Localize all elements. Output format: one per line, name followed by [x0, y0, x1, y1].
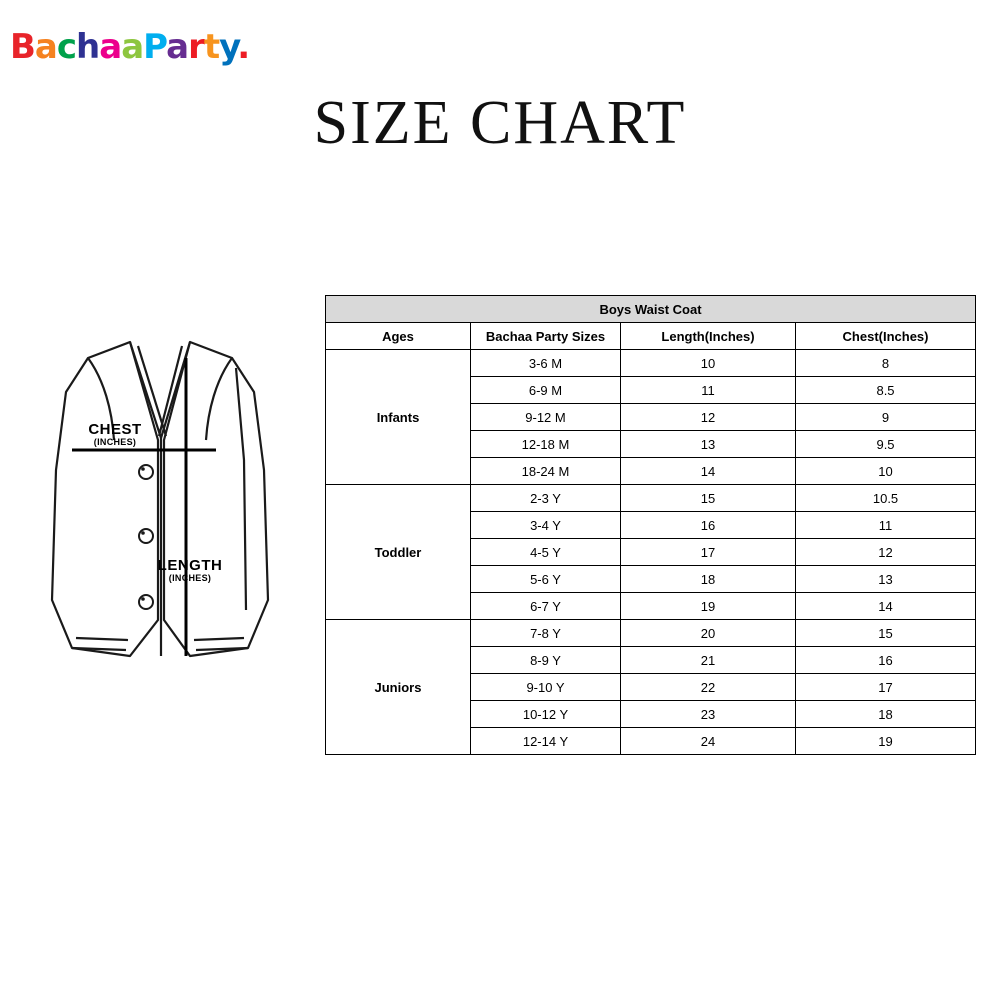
table-row	[326, 620, 976, 647]
size-cell: 9-10 Y	[471, 674, 621, 701]
length-cell: 22	[621, 674, 796, 701]
chest-cell: 12	[796, 539, 976, 566]
chest-cell: 16	[796, 647, 976, 674]
length-label-unit: (INCHES)	[168, 572, 212, 583]
chest-cell: 10.5	[796, 485, 976, 512]
age-group-cell: Juniors	[326, 620, 471, 755]
size-cell: 12-18 M	[471, 431, 621, 458]
size-cell: 8-9 Y	[471, 647, 621, 674]
length-cell: 17	[621, 539, 796, 566]
chest-cell: 9.5	[796, 431, 976, 458]
column-header-length: Length(Inches)	[621, 323, 796, 350]
age-group-cell: Toddler	[326, 485, 471, 620]
size-cell: 10-12 Y	[471, 701, 621, 728]
button-icon	[139, 595, 153, 609]
logo-letter: a	[34, 27, 57, 67]
logo-letter: c	[56, 27, 77, 67]
size-cell: 3-4 Y	[471, 512, 621, 539]
waistcoat-diagram	[30, 320, 310, 720]
size-cell: 7-8 Y	[471, 620, 621, 647]
chest-cell: 9	[796, 404, 976, 431]
length-label	[130, 558, 250, 583]
size-cell: 9-12 M	[471, 404, 621, 431]
size-cell: 5-6 Y	[471, 566, 621, 593]
logo-letter: a	[99, 27, 122, 67]
chest-cell: 17	[796, 674, 976, 701]
button-icon	[139, 465, 153, 479]
chest-cell: 10	[796, 458, 976, 485]
chest-cell: 14	[796, 593, 976, 620]
logo-letter: t	[203, 27, 220, 67]
chest-label	[55, 422, 175, 447]
length-cell: 19	[621, 593, 796, 620]
chest-label-unit: (INCHES)	[93, 436, 137, 447]
logo-letter: a	[121, 27, 144, 67]
logo-letter: r	[188, 27, 204, 67]
length-cell: 10	[621, 350, 796, 377]
length-cell: 18	[621, 566, 796, 593]
size-chart-table	[325, 295, 976, 755]
chest-cell: 15	[796, 620, 976, 647]
brand-logo	[10, 18, 250, 76]
chest-cell: 18	[796, 701, 976, 728]
length-cell: 11	[621, 377, 796, 404]
size-cell: 2-3 Y	[471, 485, 621, 512]
length-cell: 13	[621, 431, 796, 458]
size-cell: 6-9 M	[471, 377, 621, 404]
length-cell: 12	[621, 404, 796, 431]
length-label-text: LENGTH	[157, 557, 223, 574]
size-cell: 3-6 M	[471, 350, 621, 377]
size-chart-table-wrap	[325, 295, 975, 755]
length-cell: 24	[621, 728, 796, 755]
length-cell: 16	[621, 512, 796, 539]
size-cell: 6-7 Y	[471, 593, 621, 620]
logo-letter: a	[166, 27, 189, 67]
size-cell: 12-14 Y	[471, 728, 621, 755]
page-title: SIZE CHART	[313, 89, 687, 157]
column-header-sizes: Bachaa Party Sizes	[471, 323, 621, 350]
chest-cell: 13	[796, 566, 976, 593]
size-cell: 18-24 M	[471, 458, 621, 485]
waistcoat-outline-icon	[30, 320, 310, 720]
table-title: Boys Waist Coat	[326, 296, 976, 323]
table-row	[326, 350, 976, 377]
table-header-row	[326, 323, 976, 350]
logo-dot: .	[237, 27, 250, 67]
table-row	[326, 485, 976, 512]
chest-cell: 8.5	[796, 377, 976, 404]
logo-letter: h	[76, 27, 100, 67]
chest-label-text: CHEST	[88, 421, 142, 438]
column-header-chest: Chest(Inches)	[796, 323, 976, 350]
age-group-cell: Infants	[326, 350, 471, 485]
table-title-row	[326, 296, 976, 323]
length-cell: 20	[621, 620, 796, 647]
logo-letter: B	[10, 27, 35, 67]
logo-letter: P	[143, 27, 167, 67]
logo-letter: y	[219, 27, 238, 67]
length-cell: 14	[621, 458, 796, 485]
column-header-ages: Ages	[326, 323, 471, 350]
length-cell: 15	[621, 485, 796, 512]
length-cell: 23	[621, 701, 796, 728]
chest-cell: 19	[796, 728, 976, 755]
chest-cell: 11	[796, 512, 976, 539]
button-icon	[139, 529, 153, 543]
length-cell: 21	[621, 647, 796, 674]
chest-cell: 8	[796, 350, 976, 377]
brand-logo-text	[10, 18, 250, 76]
size-cell: 4-5 Y	[471, 539, 621, 566]
